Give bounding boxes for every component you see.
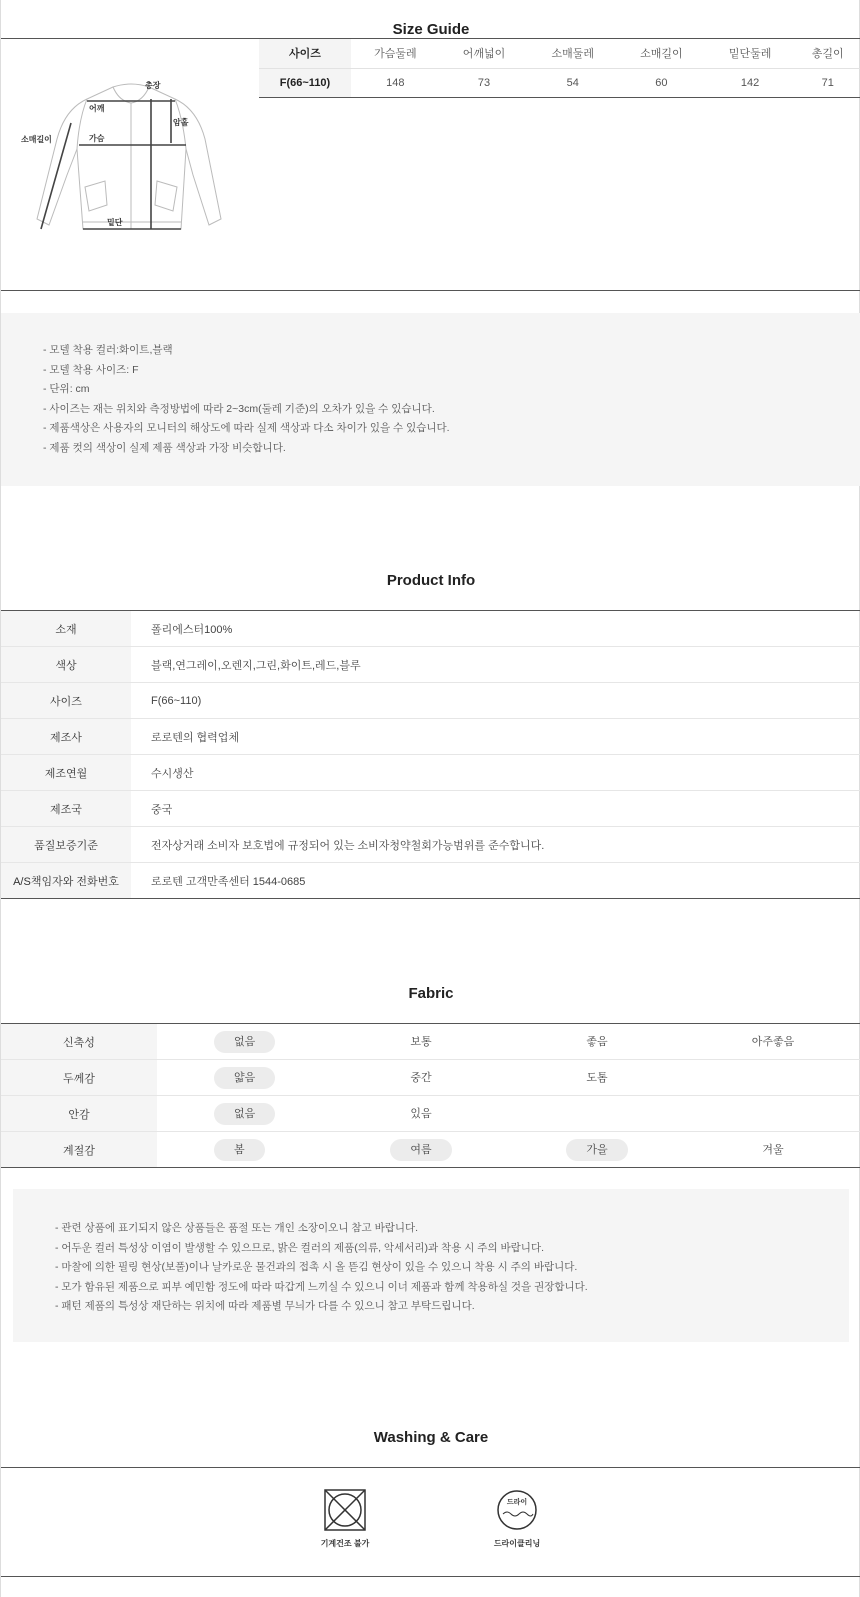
fabric-option: 아주좋음 — [751, 1035, 795, 1048]
size-cell: 71 — [794, 68, 860, 97]
size-col-header: 밑단둘레 — [706, 39, 795, 68]
info-value: 블랙,연그레이,오렌지,그린,화이트,레드,블루 — [131, 647, 860, 683]
size-cell: 73 — [440, 68, 529, 97]
label-armhole: 암홀 — [173, 118, 189, 127]
care-item-dry-clean — [467, 1488, 567, 1549]
table-row — [1, 647, 860, 683]
table-row — [1, 719, 860, 755]
fabric-option: 있음 — [410, 1107, 432, 1120]
product-info-table — [1, 610, 860, 899]
size-col-header: 가슴둘레 — [351, 39, 440, 68]
table-row — [1, 1060, 860, 1096]
fabric-option: 보통 — [410, 1035, 432, 1048]
table-row — [1, 1024, 860, 1060]
dry-clean-icon-text: 드라이 — [506, 1499, 528, 1506]
table-row — [1, 1096, 860, 1132]
note-line: - 모델 착용 사이즈: F — [43, 363, 139, 376]
info-label: 제조국 — [1, 791, 131, 827]
info-label: 사이즈 — [1, 683, 131, 719]
info-label: 품질보증기준 — [1, 827, 131, 863]
table-row — [1, 791, 860, 827]
table-row — [1, 683, 860, 719]
note-line: - 모가 함유된 제품으로 피부 예민함 정도에 따라 따갑게 느끼실 수 있으니 이너 제품과 함께 착용하실 것을 권장합니다. — [55, 1280, 588, 1293]
size-table — [259, 39, 860, 98]
washing-care-title: Washing & Care — [373, 1429, 489, 1446]
info-label: 제조사 — [1, 719, 131, 755]
note-line: - 제품 컷의 색상이 실제 제품 색상과 가장 비슷합니다. — [43, 441, 286, 454]
care-item-no-tumble-dry — [295, 1488, 395, 1549]
table-row — [1, 827, 860, 863]
table-row — [1, 1132, 860, 1168]
size-col-header: 소매둘레 — [528, 39, 617, 68]
label-chest: 가슴 — [89, 134, 105, 143]
info-label: A/S책임자와 전화번호 — [1, 863, 131, 899]
fabric-label: 계절감 — [1, 1132, 157, 1168]
info-value: 로로텐의 협력업체 — [131, 719, 860, 755]
care-caption: 드라이클리닝 — [493, 1539, 541, 1548]
fabric-option-selected: 가을 — [566, 1139, 627, 1161]
fabric-table — [1, 1023, 860, 1168]
table-row — [1, 611, 860, 647]
size-notes-box — [1, 313, 860, 486]
fabric-option: 좋음 — [586, 1035, 608, 1048]
fabric-option: 도톰 — [586, 1071, 608, 1084]
info-value: 로로텐 고객만족센터 1544-0685 — [151, 875, 306, 888]
fabric-option-selected: 없음 — [214, 1031, 275, 1053]
info-label: 제조연월 — [1, 755, 131, 791]
label-shoulder: 어깨 — [89, 104, 105, 113]
size-cell: 60 — [617, 68, 706, 97]
fabric-option-selected: 봄 — [214, 1139, 265, 1161]
fabric-option: 겨울 — [762, 1143, 784, 1156]
fabric-notes-box — [13, 1189, 849, 1342]
info-value: 폴리에스터100% — [131, 611, 860, 647]
note-line: - 사이즈는 재는 위치와 측정방법에 따라 2~3cm(둘레 기준)의 오차가 있을 수 있습니다. — [43, 402, 435, 415]
size-col-header: 사이즈 — [259, 39, 351, 68]
note-line: - 모델 착용 컬러:화이트,블랙 — [43, 344, 173, 356]
fabric-option-selected: 여름 — [390, 1139, 451, 1161]
note-line: - 제품색상은 사용자의 모니터의 해상도에 따라 실제 색상과 다소 차이가 있을 수 있습니다. — [43, 422, 450, 435]
size-cell: 148 — [351, 68, 440, 97]
fabric-label: 두께감 — [1, 1060, 157, 1096]
info-value: 전자상거래 소비자 보호법에 규정되어 있는 소비자청약철회가능범위를 준수합니다. — [131, 827, 860, 863]
label-hem: 밑단 — [107, 218, 123, 227]
info-label: 색상 — [1, 647, 131, 683]
fabric-option: 중간 — [410, 1071, 432, 1084]
fabric-title: Fabric — [408, 985, 454, 1002]
size-guide-box — [1, 38, 860, 291]
size-col-header: 어깨넓이 — [440, 39, 529, 68]
size-cell: 54 — [528, 68, 617, 97]
size-table-header — [259, 39, 860, 68]
jacket-measurement-diagram — [21, 79, 241, 249]
care-caption: 기계건조 불가 — [320, 1539, 370, 1548]
info-value: 수시생산 — [131, 755, 860, 791]
table-row — [1, 863, 860, 899]
size-col-header: 소매길이 — [617, 39, 706, 68]
note-line: - 관련 상품에 표기되지 않은 상품들은 품절 또는 개인 소장이오니 참고 바랍니다. — [55, 1222, 419, 1234]
size-table-row — [259, 68, 860, 97]
fabric-label: 신축성 — [1, 1024, 157, 1060]
fabric-option-selected: 얇음 — [214, 1067, 275, 1089]
fabric-label: 안감 — [1, 1096, 157, 1132]
table-row — [1, 755, 860, 791]
size-cell: F(66~110) — [259, 68, 351, 97]
info-value: F(66~110) — [131, 683, 860, 719]
no-tumble-dry-icon — [323, 1488, 367, 1532]
label-sleeve-length: 소매길이 — [21, 135, 52, 144]
label-total-length: 총장 — [145, 81, 161, 90]
washing-care-box — [1, 1467, 860, 1577]
note-line: - 어두운 컬러 특성상 이염이 발생할 수 있으므로, 밝은 컬러의 제품(의류, 악세서리)과 착용 시 주의 바랍니다. — [55, 1241, 545, 1254]
dry-clean-icon — [495, 1488, 539, 1532]
product-info-title: Product Info — [386, 572, 476, 589]
size-col-header: 총길이 — [794, 39, 860, 68]
note-line: - 패턴 제품의 특성상 재단하는 위치에 따라 제품별 무늬가 다를 수 있으니 참고 부탁드립니다. — [55, 1300, 475, 1313]
size-cell: 142 — [706, 68, 795, 97]
info-label: 소재 — [1, 611, 131, 647]
info-value: 중국 — [131, 791, 860, 827]
size-guide-title: Size Guide — [392, 21, 470, 38]
fabric-option-selected: 없음 — [214, 1103, 275, 1125]
note-line: - 마찰에 의한 필링 현상(보풀)이나 날카로운 물건과의 접촉 시 올 뜯김 현상이 있을 수 있으니 착용 시 주의 바랍니다. — [55, 1261, 578, 1274]
note-line: - 단위: cm — [43, 383, 90, 396]
